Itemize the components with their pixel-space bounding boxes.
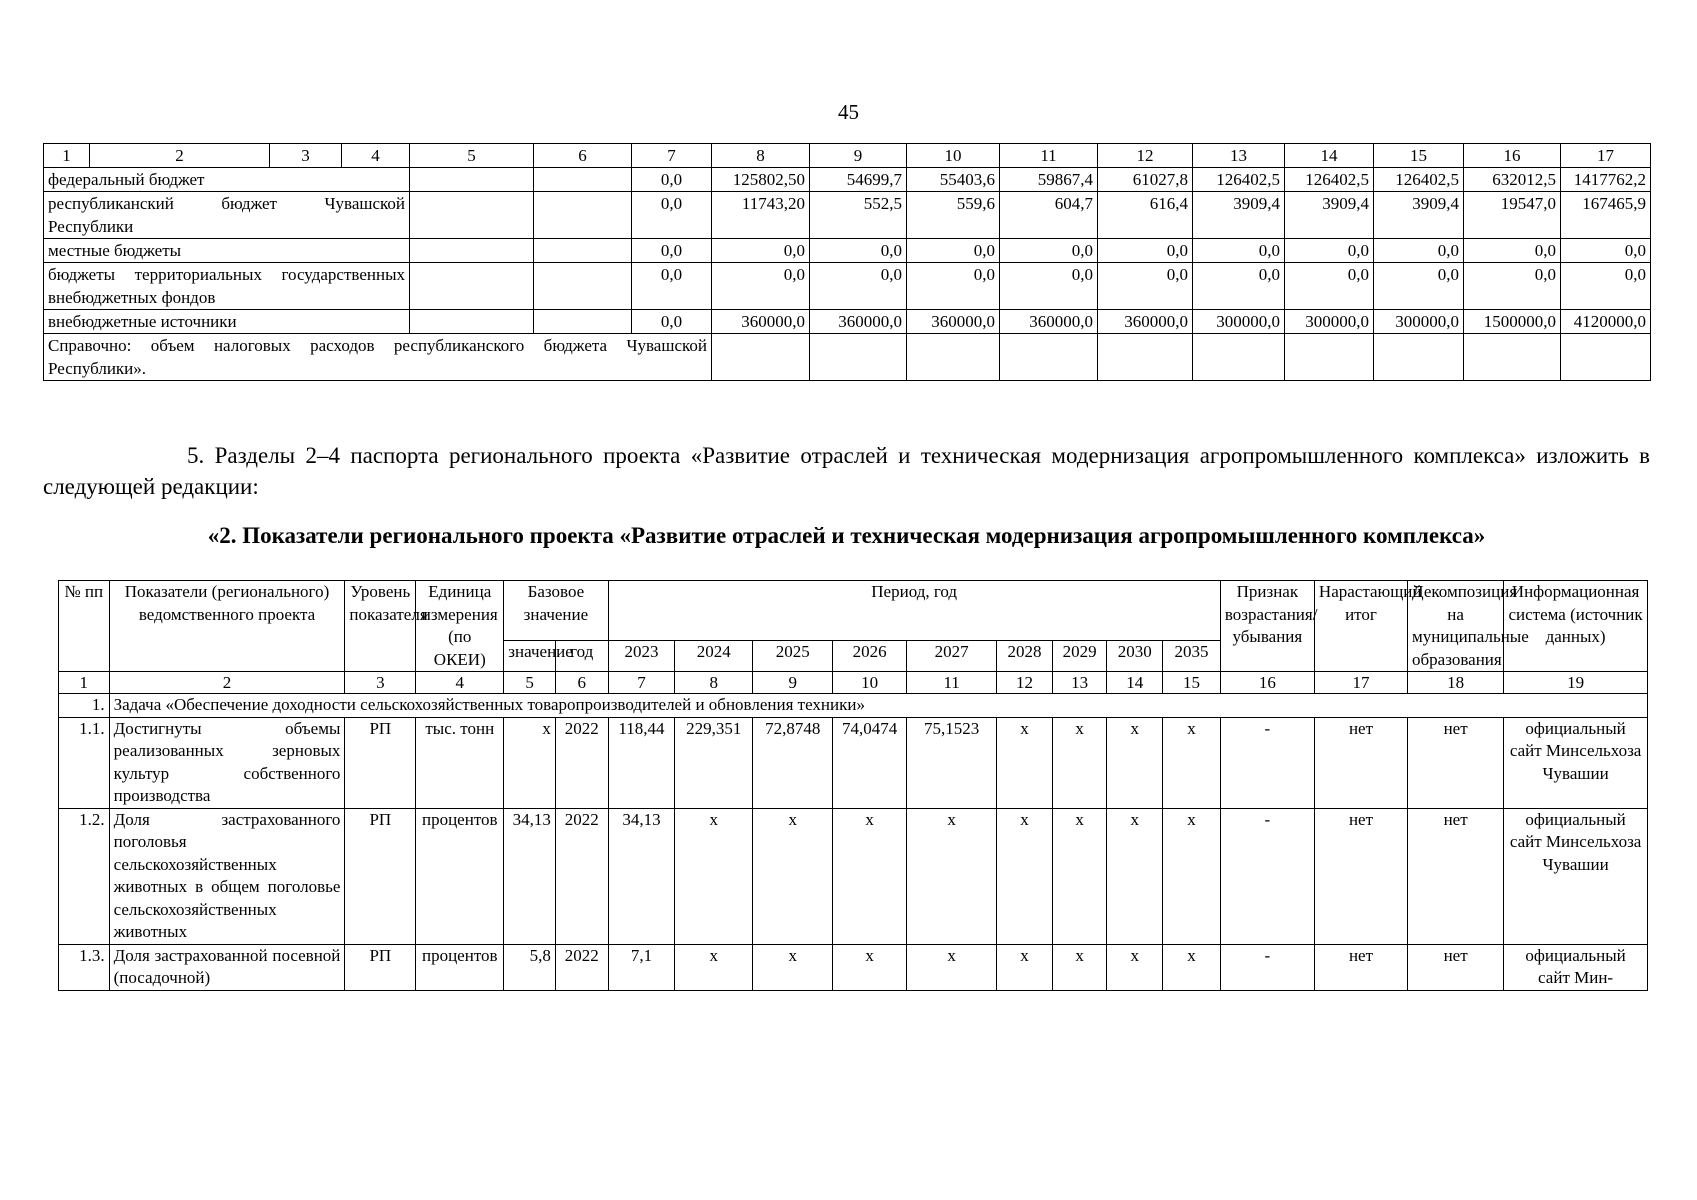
budget-value: 0,0 bbox=[810, 239, 907, 263]
budget-value: 0,0 bbox=[907, 263, 1000, 310]
budget-value: 0,0 bbox=[712, 263, 810, 310]
budget-value: 0,0 bbox=[1098, 239, 1193, 263]
period-value: х bbox=[1107, 944, 1163, 990]
header-period: Период, год bbox=[608, 581, 1220, 641]
period-value: х bbox=[675, 808, 753, 944]
column-number: 9 bbox=[753, 672, 833, 694]
empty-cell bbox=[410, 263, 534, 310]
column-number: 8 bbox=[712, 144, 810, 168]
indicator-unit: процентов bbox=[416, 944, 504, 990]
budget-value: 167465,9 bbox=[1561, 192, 1651, 239]
empty-cell bbox=[1193, 334, 1285, 381]
budget-value: 360000,0 bbox=[810, 310, 907, 334]
empty-cell bbox=[534, 168, 632, 192]
indicator-name: Доля застрахованной посевной (посадочной) bbox=[109, 944, 345, 990]
column-number: 15 bbox=[1163, 672, 1221, 694]
empty-cell bbox=[1561, 334, 1651, 381]
column-number: 8 bbox=[675, 672, 753, 694]
data-source: официальный сайт Мин- bbox=[1504, 944, 1648, 990]
budget-value: 632012,5 bbox=[1464, 168, 1561, 192]
column-number: 4 bbox=[342, 144, 410, 168]
budget-value: 360000,0 bbox=[712, 310, 810, 334]
row-num: 1.3. bbox=[59, 944, 110, 990]
indicator-row bbox=[59, 808, 1648, 944]
budget-value: 0,0 bbox=[1193, 263, 1285, 310]
indicator-row bbox=[59, 944, 1648, 990]
empty-cell bbox=[410, 168, 534, 192]
budget-value: 3909,4 bbox=[1193, 192, 1285, 239]
header-num: № пп bbox=[59, 581, 110, 672]
column-number: 1 bbox=[44, 144, 90, 168]
empty-cell bbox=[1000, 334, 1098, 381]
indicator-unit: процентов bbox=[416, 808, 504, 944]
period-value: х bbox=[753, 944, 833, 990]
budget-value: 1500000,0 bbox=[1464, 310, 1561, 334]
header-year: 2023 bbox=[608, 641, 675, 672]
budget-value: 360000,0 bbox=[1098, 310, 1193, 334]
empty-cell bbox=[410, 192, 534, 239]
column-number: 3 bbox=[270, 144, 342, 168]
budget-source-label: республиканский бюджет Чувашской Республики bbox=[44, 192, 410, 239]
column-number: 4 bbox=[416, 672, 504, 694]
column-number: 2 bbox=[90, 144, 270, 168]
budget-value: 0,0 bbox=[632, 192, 712, 239]
budget-value: 126402,5 bbox=[1374, 168, 1464, 192]
column-number: 10 bbox=[833, 672, 907, 694]
empty-cell bbox=[1374, 334, 1464, 381]
empty-cell bbox=[534, 192, 632, 239]
column-number-row bbox=[44, 144, 1651, 168]
decomposition-value: нет bbox=[1408, 944, 1504, 990]
budget-value: 552,5 bbox=[810, 192, 907, 239]
column-number: 18 bbox=[1408, 672, 1504, 694]
budget-source-label: федеральный бюджет bbox=[44, 168, 410, 192]
base-value: х bbox=[504, 717, 556, 808]
budget-value: 300000,0 bbox=[1285, 310, 1374, 334]
instruction-paragraph: 5. Разделы 2–4 паспорта регионального проекта «Развитие отраслей и техническая модернизация агропромышленного комплекса» изложить в следующей редакции: bbox=[43, 443, 1650, 499]
budget-value: 3909,4 bbox=[1285, 192, 1374, 239]
column-number: 6 bbox=[534, 144, 632, 168]
column-number: 3 bbox=[345, 672, 416, 694]
header-base-value: Базовое значение bbox=[504, 581, 608, 641]
reference-row bbox=[44, 334, 1651, 381]
budget-value: 126402,5 bbox=[1193, 168, 1285, 192]
budget-value: 0,0 bbox=[1374, 239, 1464, 263]
header-level: Уровень показателя bbox=[345, 581, 416, 672]
period-value: х bbox=[907, 808, 997, 944]
budget-value: 55403,6 bbox=[907, 168, 1000, 192]
header-decomposition: Декомпозиция на муниципальные образования bbox=[1408, 581, 1504, 672]
budget-value: 125802,50 bbox=[712, 168, 810, 192]
header-cumulative: Нарастающий итог bbox=[1314, 581, 1407, 672]
budget-value: 0,0 bbox=[632, 239, 712, 263]
budget-value: 0,0 bbox=[632, 310, 712, 334]
period-value: х bbox=[1163, 717, 1221, 808]
sign-value: - bbox=[1220, 717, 1314, 808]
column-number: 5 bbox=[410, 144, 534, 168]
column-number: 11 bbox=[907, 672, 997, 694]
budget-value: 0,0 bbox=[907, 239, 1000, 263]
period-value: 34,13 bbox=[608, 808, 675, 944]
period-value: х bbox=[833, 944, 907, 990]
base-year: 2022 bbox=[555, 944, 608, 990]
row-num: 1.2. bbox=[59, 808, 110, 944]
header-year: 2029 bbox=[1052, 641, 1107, 672]
indicator-name: Доля застрахованного поголовья сельскохозяйственных животных в общем поголовье сельскохозяйственных животных bbox=[109, 808, 345, 944]
column-number: 5 bbox=[504, 672, 556, 694]
period-value: х bbox=[675, 944, 753, 990]
column-number: 16 bbox=[1464, 144, 1561, 168]
budget-value: 300000,0 bbox=[1193, 310, 1285, 334]
column-number: 7 bbox=[632, 144, 712, 168]
sign-value: - bbox=[1220, 808, 1314, 944]
row-num: 1.1. bbox=[59, 717, 110, 808]
budget-value: 360000,0 bbox=[907, 310, 1000, 334]
budget-row bbox=[44, 310, 1651, 334]
base-year: 2022 bbox=[555, 717, 608, 808]
column-number: 6 bbox=[555, 672, 608, 694]
header-year: 2026 bbox=[833, 641, 907, 672]
budget-row bbox=[44, 239, 1651, 263]
header-year: 2030 bbox=[1107, 641, 1163, 672]
task-num: 1. bbox=[59, 694, 110, 718]
column-number: 13 bbox=[1193, 144, 1285, 168]
column-number: 10 bbox=[907, 144, 1000, 168]
header-year: 2027 bbox=[907, 641, 997, 672]
budget-value: 559,6 bbox=[907, 192, 1000, 239]
reference-note: Справочно: объем налоговых расходов республиканского бюджета Чувашской Республики». bbox=[44, 334, 712, 381]
period-value: 118,44 bbox=[608, 717, 675, 808]
budget-value: 54699,7 bbox=[810, 168, 907, 192]
indicator-unit: тыс. тонн bbox=[416, 717, 504, 808]
task-text: Задача «Обеспечение доходности сельскохозяйственных товаропроизводителей и обновления техники» bbox=[109, 694, 1647, 718]
indicator-level: РП bbox=[345, 717, 416, 808]
task-row bbox=[59, 694, 1648, 718]
period-value: х bbox=[1052, 944, 1107, 990]
period-value: х bbox=[907, 944, 997, 990]
budget-row bbox=[44, 168, 1651, 192]
base-value: 34,13 bbox=[504, 808, 556, 944]
data-source: официальный сайт Минсельхоза Чувашии bbox=[1504, 717, 1648, 808]
column-number: 19 bbox=[1504, 672, 1648, 694]
cumulative-value: нет bbox=[1314, 808, 1407, 944]
period-value: х bbox=[1107, 808, 1163, 944]
budget-value: 61027,8 bbox=[1098, 168, 1193, 192]
empty-cell bbox=[810, 334, 907, 381]
budget-value: 59867,4 bbox=[1000, 168, 1098, 192]
budget-value: 0,0 bbox=[1561, 263, 1651, 310]
column-number: 16 bbox=[1220, 672, 1314, 694]
budget-value: 11743,20 bbox=[712, 192, 810, 239]
period-value: х bbox=[833, 808, 907, 944]
budget-value: 1417762,2 bbox=[1561, 168, 1651, 192]
column-number: 9 bbox=[810, 144, 907, 168]
column-number: 17 bbox=[1314, 672, 1407, 694]
empty-cell bbox=[410, 310, 534, 334]
empty-cell bbox=[907, 334, 1000, 381]
budget-value: 0,0 bbox=[1000, 263, 1098, 310]
budget-value: 0,0 bbox=[1561, 239, 1651, 263]
decomposition-value: нет bbox=[1408, 717, 1504, 808]
column-number-row bbox=[59, 672, 1648, 694]
base-value: 5,8 bbox=[504, 944, 556, 990]
period-value: 75,1523 bbox=[907, 717, 997, 808]
column-number: 7 bbox=[608, 672, 675, 694]
budget-value: 4120000,0 bbox=[1561, 310, 1651, 334]
empty-cell bbox=[534, 310, 632, 334]
column-number: 1 bbox=[59, 672, 110, 694]
period-value: 7,1 bbox=[608, 944, 675, 990]
budget-source-label: бюджеты территориальных государственных внебюджетных фондов bbox=[44, 263, 410, 310]
budget-value: 0,0 bbox=[1464, 239, 1561, 263]
column-number: 14 bbox=[1285, 144, 1374, 168]
period-value: х bbox=[997, 944, 1053, 990]
budget-value: 360000,0 bbox=[1000, 310, 1098, 334]
base-year: 2022 bbox=[555, 808, 608, 944]
budget-value: 0,0 bbox=[712, 239, 810, 263]
budget-value: 0,0 bbox=[1464, 263, 1561, 310]
header-year: 2035 bbox=[1163, 641, 1221, 672]
empty-cell bbox=[410, 239, 534, 263]
header-year: 2025 bbox=[753, 641, 833, 672]
budget-source-label: внебюджетные источники bbox=[44, 310, 410, 334]
period-value: х bbox=[1163, 944, 1221, 990]
budget-value: 0,0 bbox=[1000, 239, 1098, 263]
column-number: 14 bbox=[1107, 672, 1163, 694]
period-value: 72,8748 bbox=[753, 717, 833, 808]
empty-cell bbox=[1464, 334, 1561, 381]
empty-cell bbox=[1098, 334, 1193, 381]
column-number: 12 bbox=[997, 672, 1053, 694]
column-number: 11 bbox=[1000, 144, 1098, 168]
section-heading: «2. Показатели регионального проекта «Развитие отраслей и техническая модернизация агропромышленного комплекса» bbox=[207, 523, 1486, 548]
period-value: х bbox=[1107, 717, 1163, 808]
header-base-value-sub: значение bbox=[504, 641, 556, 672]
period-value: х bbox=[1163, 808, 1221, 944]
column-number: 2 bbox=[109, 672, 345, 694]
budget-row bbox=[44, 263, 1651, 310]
column-number: 13 bbox=[1052, 672, 1107, 694]
empty-cell bbox=[1285, 334, 1374, 381]
budget-value: 604,7 bbox=[1000, 192, 1098, 239]
cumulative-value: нет bbox=[1314, 717, 1407, 808]
indicator-row bbox=[59, 717, 1648, 808]
indicator-level: РП bbox=[345, 944, 416, 990]
budget-value: 616,4 bbox=[1098, 192, 1193, 239]
column-number: 12 bbox=[1098, 144, 1193, 168]
period-value: 74,0474 bbox=[833, 717, 907, 808]
budget-value: 0,0 bbox=[1285, 239, 1374, 263]
header-base-year: год bbox=[555, 641, 608, 672]
budget-value: 0,0 bbox=[810, 263, 907, 310]
header-row bbox=[59, 581, 1648, 641]
empty-cell bbox=[534, 263, 632, 310]
budget-source-label: местные бюджеты bbox=[44, 239, 410, 263]
column-number: 17 bbox=[1561, 144, 1651, 168]
budget-value: 3909,4 bbox=[1374, 192, 1464, 239]
budget-table bbox=[43, 143, 1651, 381]
budget-value: 0,0 bbox=[1374, 263, 1464, 310]
empty-cell bbox=[712, 334, 810, 381]
period-value: х bbox=[1052, 717, 1107, 808]
period-value: 229,351 bbox=[675, 717, 753, 808]
page-number: 45 bbox=[838, 100, 859, 124]
budget-value: 0,0 bbox=[1285, 263, 1374, 310]
indicator-name: Достигнуты объемы реализованных зерновых культур собственного производства bbox=[109, 717, 345, 808]
budget-value: 0,0 bbox=[1098, 263, 1193, 310]
header-unit: Единица измерения (по ОКЕИ) bbox=[416, 581, 504, 672]
sign-value: - bbox=[1220, 944, 1314, 990]
empty-cell bbox=[534, 239, 632, 263]
budget-row bbox=[44, 192, 1651, 239]
budget-value: 0,0 bbox=[632, 168, 712, 192]
period-value: х bbox=[997, 717, 1053, 808]
header-info-system: Информационная система (источник данных) bbox=[1504, 581, 1648, 672]
period-value: х bbox=[997, 808, 1053, 944]
indicators-table bbox=[58, 580, 1648, 991]
header-sign: Признак возрастания/ убывания bbox=[1220, 581, 1314, 672]
header-indicator: Показатели (регионального) ведомственного проекта bbox=[109, 581, 345, 672]
indicator-level: РП bbox=[345, 808, 416, 944]
header-year: 2024 bbox=[675, 641, 753, 672]
budget-value: 300000,0 bbox=[1374, 310, 1464, 334]
cumulative-value: нет bbox=[1314, 944, 1407, 990]
data-source: официальный сайт Минсельхоза Чувашии bbox=[1504, 808, 1648, 944]
period-value: х bbox=[1052, 808, 1107, 944]
decomposition-value: нет bbox=[1408, 808, 1504, 944]
header-year: 2028 bbox=[997, 641, 1053, 672]
period-value: х bbox=[753, 808, 833, 944]
budget-value: 126402,5 bbox=[1285, 168, 1374, 192]
budget-value: 19547,0 bbox=[1464, 192, 1561, 239]
budget-value: 0,0 bbox=[632, 263, 712, 310]
budget-value: 0,0 bbox=[1193, 239, 1285, 263]
column-number: 15 bbox=[1374, 144, 1464, 168]
